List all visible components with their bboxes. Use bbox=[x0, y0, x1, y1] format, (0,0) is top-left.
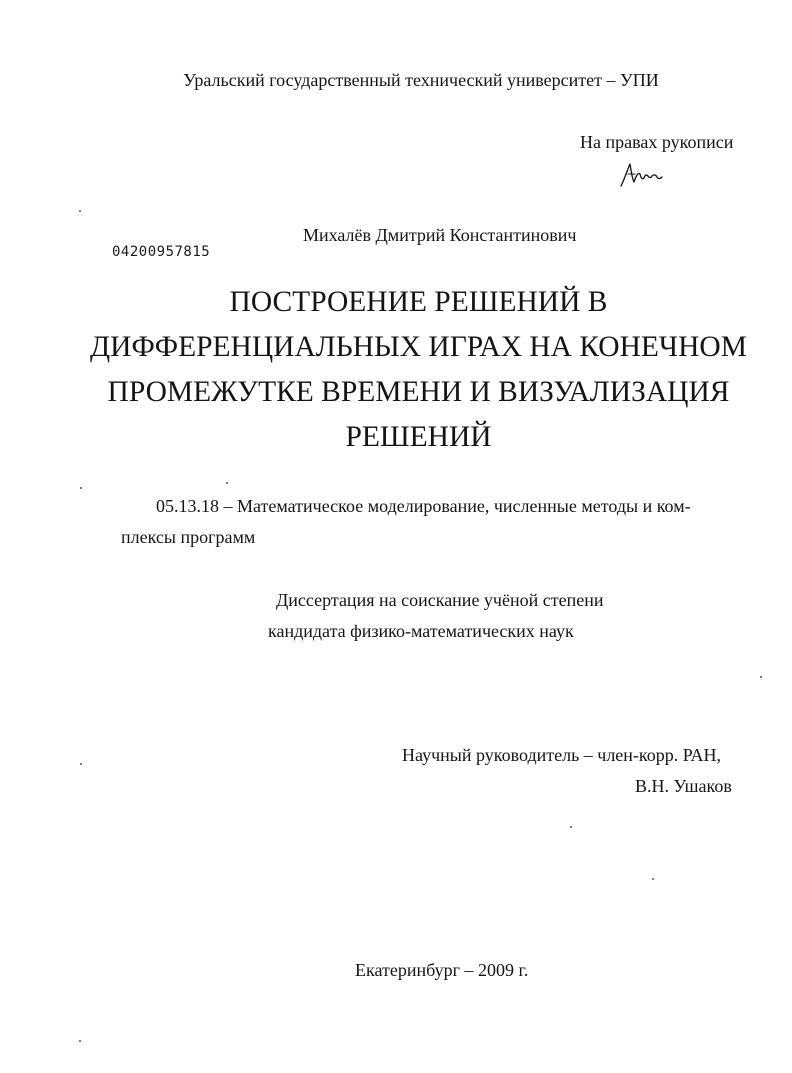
scan-speck bbox=[80, 487, 82, 489]
supervisor-name: В.Н. Ушаков bbox=[635, 776, 732, 796]
author-signature bbox=[618, 160, 668, 192]
manuscript-rights-label: На правах рукописи bbox=[580, 132, 734, 152]
dissertation-title bbox=[0, 280, 792, 460]
title-line: ПРОМЕЖУТКЕ ВРЕМЕНИ И ВИЗУАЛИЗАЦИЯ bbox=[107, 376, 730, 408]
supervisor-line-1: Научный руководитель – член-корр. РАН, bbox=[402, 745, 721, 765]
scan-speck bbox=[79, 1040, 81, 1042]
library-barcode-number: 04200957815 bbox=[112, 244, 211, 260]
title-line: РЕШЕНИЙ bbox=[345, 421, 492, 453]
scan-speck bbox=[570, 826, 572, 828]
specialty-line-2: плексы программ bbox=[121, 527, 256, 547]
scan-speck bbox=[652, 878, 654, 880]
city-and-year: Екатеринбург – 2009 г. bbox=[355, 960, 529, 980]
scan-speck bbox=[79, 210, 81, 212]
scan-speck bbox=[760, 676, 762, 678]
scan-speck bbox=[80, 763, 82, 765]
specialty-line-1: 05.13.18 – Математическое моделирование, численные методы и ком- bbox=[156, 496, 691, 516]
author-name: Михалёв Дмитрий Константинович bbox=[303, 225, 577, 245]
scan-speck bbox=[226, 482, 228, 484]
title-line: ДИФФЕРЕНЦИАЛЬНЫХ ИГРАХ НА КОНЕЧНОМ bbox=[90, 331, 747, 363]
degree-statement-line-2: кандидата физико-математических наук bbox=[268, 621, 574, 641]
degree-statement-line-1: Диссертация на соискание учёной степени bbox=[276, 590, 604, 610]
university-name: Уральский государственный технический университет – УПИ bbox=[183, 70, 659, 90]
title-line: ПОСТРОЕНИЕ РЕШЕНИЙ В bbox=[229, 286, 608, 318]
